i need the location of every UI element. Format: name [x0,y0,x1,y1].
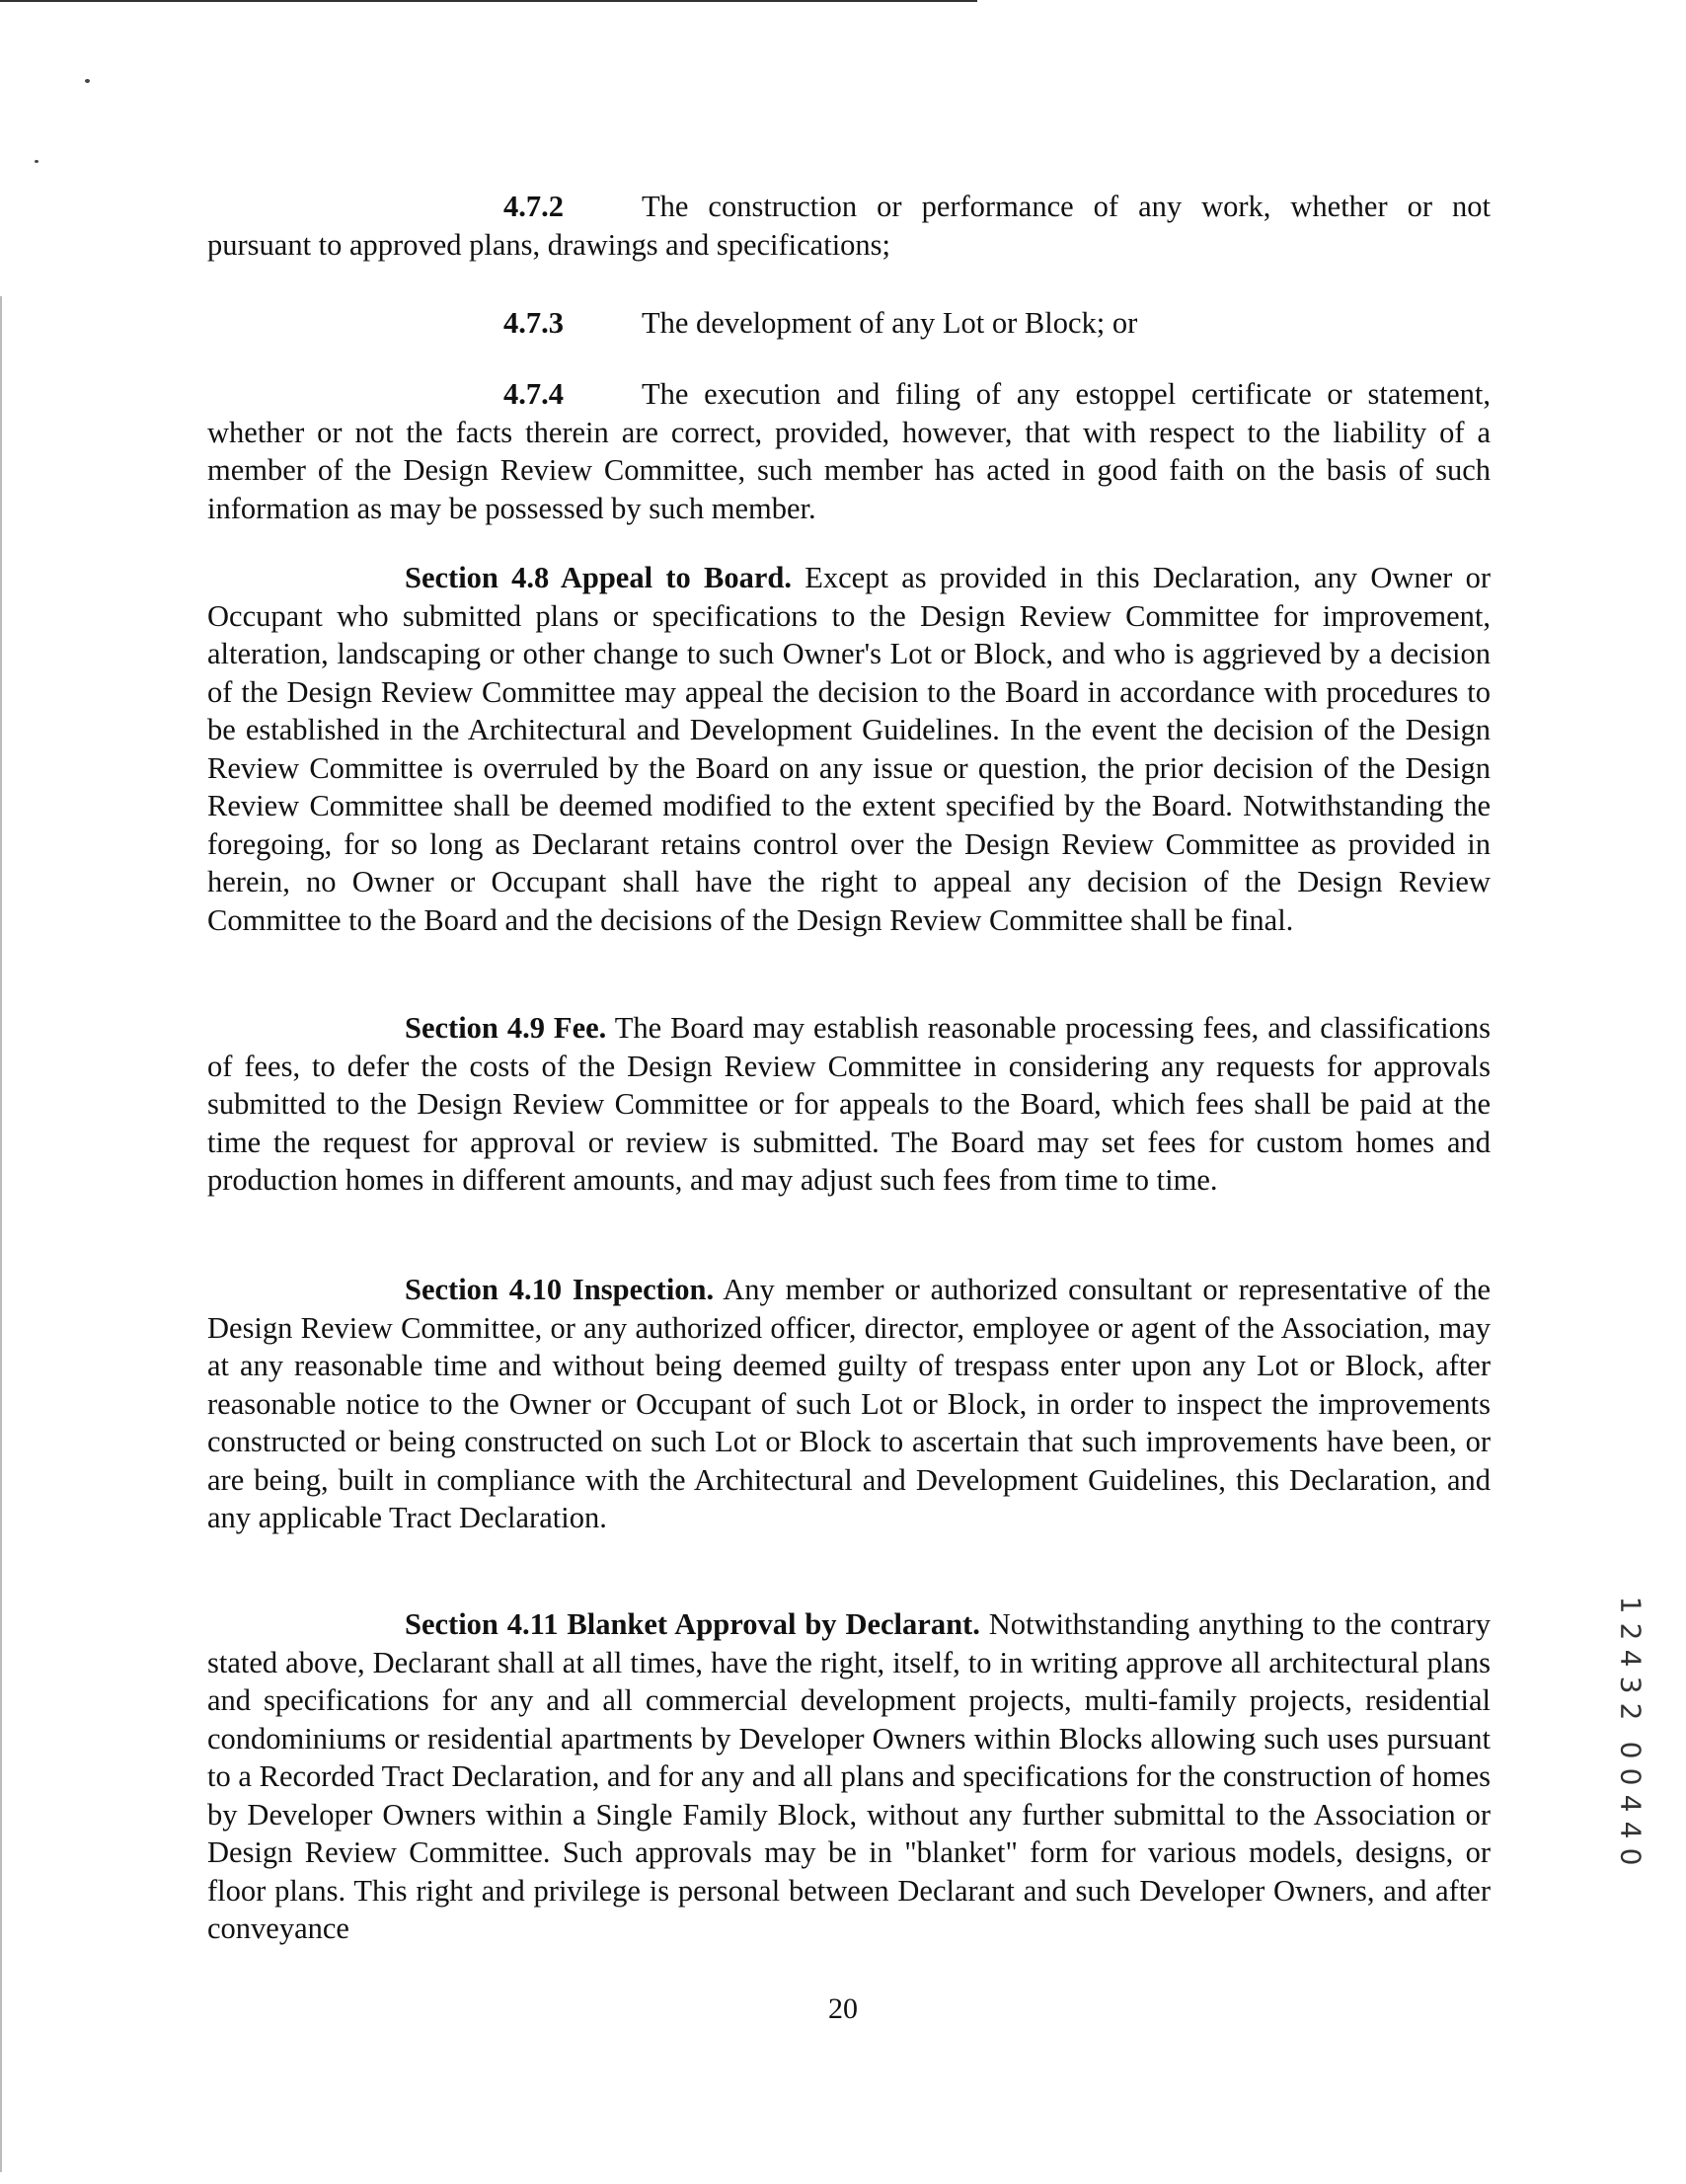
stamp-digit: 2 [1614,1622,1648,1641]
section-heading: Section 4.8 Appeal to Board. [405,561,792,594]
stamp-digit: 0 [1614,1847,1648,1866]
section-4-8 [207,559,1491,939]
section-4-10 [207,1271,1491,1537]
section-text: Except as provided in this Declaration, any Owner or Occupant who submitted plans or specifications to the Design Review Committee for improvement, alteration, landscaping or other change to such Owner's Lot or Block, and who is aggrieved by a decision of the Design Review Committee may appeal the decision to the Board in accordance with procedures to be established in the Architectural and Development Guidelines. In the event the decision of the Design Review Committee is overruled by the Board on any issue or question, the prior decision of the Design Review Committee shall be deemed modified to the extent specified by the Board. Notwithstanding the foregoing, for so long as Declarant retains control over the Design Review Committee as provided in herein, no Owner or Occupant shall have the right to appeal any decision of the Design Review Committee to the Board and the decisions of the Design Review Committee shall be final. [207,561,1491,937]
stamp-digit: 0 [1614,1767,1648,1786]
section-heading: Section 4.11 Blanket Approval by Declarant. [405,1607,980,1641]
subsection-text: The development of any Lot or Block; or [642,306,1138,340]
stamp-digit: 0 [1614,1741,1648,1759]
scan-speck [35,160,38,163]
stamp-digit: 4 [1614,1794,1648,1813]
scan-edge-left [0,296,2,2172]
section-text: Notwithstanding anything to the contrary stated above, Declarant shall at all times, have the right, itself, to in writing approve all architectural plans and specifications for any and all commercial development projects, multi-family projects, residential condominiums or residential apartments by Developer Owners within Blocks allowing such uses pursuant to a Recorded Tract Declaration, and for any and all plans and specifications for the construction of homes by Developer Owners within a Single Family Block, without any further submittal to the Association or Design Review Committee. Such approvals may be in "blanket" form for various models, designs, or floor plans. This right and privilege is personal between Declarant and such Developer Owners, and after conveyance [207,1607,1492,1945]
section-text: Any member or authorized consultant or representative of the Design Review Committee, or any authorized officer, director, employee or agent of the Association, may at any reasonable time and without being deemed guilty of trespass enter upon any Lot or Block, after reasonable notice to the Owner or Occupant of such Lot or Block, in order to inspect the improvements constructed or being constructed on such Lot or Block to ascertain that such improvements have been, or are being, built in compliance with the Architectural and Development Guidelines, this Declaration, and any applicable Tract Declaration. [207,1273,1491,1534]
subsection-number: 4.7.3 [503,306,564,340]
section-text: The Board may establish reasonable processing fees, and classifications of fees, to defer the costs of the Design Review Committee in considering any requests for approvals submitted to the Design Review Committee or for appeals to the Board, which fees shall be paid at the time the request for approval or review is submitted. The Board may set fees for custom homes and production homes in different amounts, and may adjust such fees from time to time. [207,1011,1491,1197]
section-heading: Section 4.10 Inspection. [405,1273,715,1306]
subsection-4-7-3 [207,304,1491,343]
stamp-digit: 1 [1614,1596,1648,1614]
stamp-digit: 4 [1614,1649,1648,1668]
section-4-9 [207,1009,1491,1200]
stamp-digit: 2 [1614,1702,1648,1721]
recording-stamp [1613,1592,1648,1870]
section-4-11 [207,1605,1491,1948]
subsection-4-7-2 [207,188,1491,264]
page-number: 20 [828,1992,858,2025]
section-heading: Section 4.9 Fee. [405,1011,607,1045]
scan-speck [85,79,90,83]
subsection-text: The execution and filing of any estoppel certificate or statement, whether or not the facts therein are correct, provided, however, that with respect to the liability of a member of the Design Review Committee, such member has acted in good faith on the basis of such information as may be possessed by such member. [207,377,1491,525]
subsection-number: 4.7.2 [503,190,564,223]
subsection-number: 4.7.4 [503,377,564,411]
stamp-digit: 4 [1614,1821,1648,1839]
scan-edge-top [0,0,977,2]
subsection-4-7-4 [207,375,1491,527]
subsection-text: The construction or performance of any work, whether or not pursuant to approved plans, drawings and specifications; [207,190,1491,262]
stamp-digit: 3 [1614,1676,1648,1694]
